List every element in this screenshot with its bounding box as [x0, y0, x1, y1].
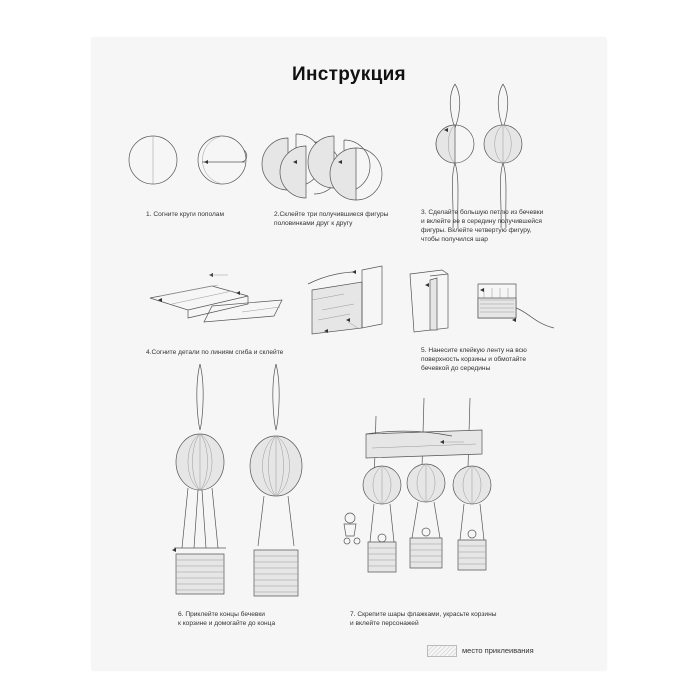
- step-4-caption: 4.Согните детали по линиям сгиба и склейте: [146, 349, 284, 356]
- step-6-caption: 6. Приклейте концы бечевки к корзине и домогайте до конца: [178, 611, 276, 627]
- step-3-caption: 3. Сделайте большую петлю из бечевки и вклейте ее в середину получившейся фигуры. Вклейте четвертую фигуру, чтобы получился шар: [421, 209, 544, 243]
- step-5-caption: 5. Нанесите клейкую ленту на всю поверхность корзины и обмотайте бечевкой до середины: [421, 347, 527, 372]
- glue-area-swatch: [427, 645, 457, 657]
- page-title: Инструкция: [292, 64, 406, 85]
- step5-illustration: [478, 284, 554, 328]
- step1-illustration: [129, 136, 247, 184]
- step4-illustration: [150, 266, 448, 334]
- step2-illustration: [262, 134, 382, 200]
- step7-illustration: [344, 398, 491, 572]
- step6-illustration: [172, 364, 302, 596]
- step-7-caption: 7. Скрепите шары флажками, украсьте корзины и вклейте персонажей: [350, 611, 497, 627]
- instruction-sheet: [92, 38, 606, 670]
- glue-area-label: место приклеивания: [462, 646, 534, 655]
- step-2-caption: 2.Склейте три получившиеся фигуры половинками друг к другу: [274, 211, 389, 227]
- step-1-caption: 1. Согните круги пополам: [146, 211, 225, 218]
- step3-illustration: [436, 84, 522, 228]
